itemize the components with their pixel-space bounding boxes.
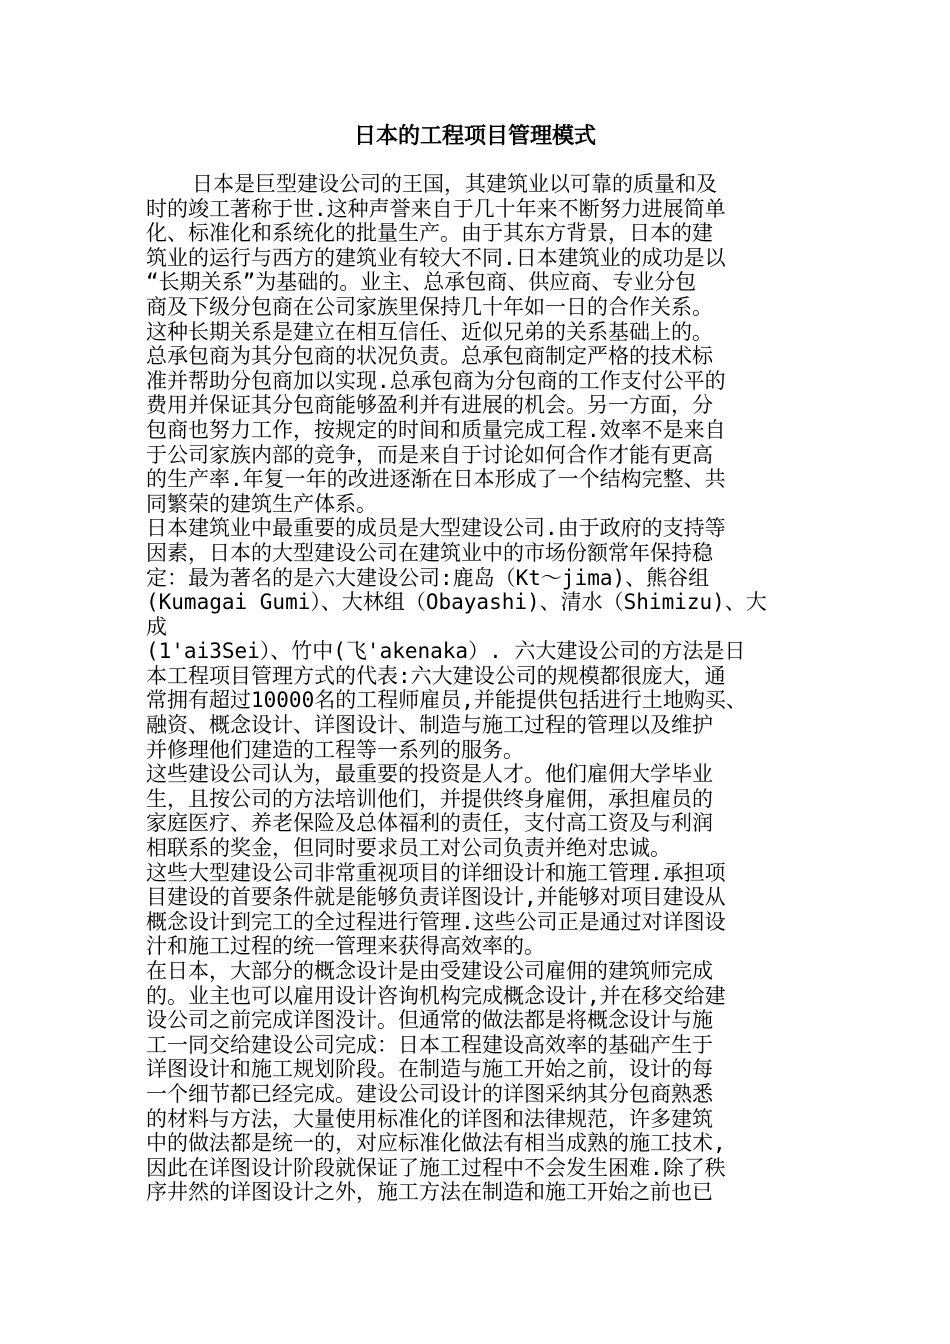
text-line: 详图设计和施工规划阶段。在制造与施工开始之前，设计的每 <box>146 1057 713 1082</box>
text-line: 相联系的奖金，但同时要求员工对公司负责并绝对忠诚。 <box>146 836 671 861</box>
text-line: 商及下级分包商在公司家族里保持几十年如一日的合作关系。 <box>146 294 713 319</box>
text-line: 设公司之前完成详图没计。但通常的做法都是将概念设计与施 <box>146 1008 713 1033</box>
text-line: 的。业主也可以雇用设计咨询机构完成概念设计,并在移交给建 <box>146 983 726 1008</box>
text-line: 这种长期关系是建立在相互信任、近似兄弟的关系基础上的。 <box>146 319 713 344</box>
text-line: 生，且按公司的方法培训他们，并提供终身雇佣，承担雇员的 <box>146 786 713 811</box>
text-line: 筑业的运行与西方的建筑业有较大不同.日本建筑业的成功是以 <box>146 245 726 270</box>
text-line: 的生产率.年复一年的改进逐渐在日本形成了一个结构完整、共 <box>146 467 726 492</box>
text-line: 序井然的详图设计之外，施工方法在制造和施工开始之前也已 <box>146 1180 713 1205</box>
text-line: 包商也努力工作，按规定的时间和质量完成工程.效率不是来自 <box>146 417 726 442</box>
text-line: 并修理他们建造的工程等一系列的服务。 <box>146 737 524 762</box>
text-line: 时的竣工著称于世.这种声誉来自于几十年来不断努力进展简单 <box>146 196 726 221</box>
text-line: 费用并保证其分包商能够盈利并有进展的机会。另一方面，分 <box>146 393 713 418</box>
text-line: 化、标准化和系统化的批量生产。由于其东方背景，日本的建 <box>146 221 713 246</box>
text-line: 家庭医疗、养老保险及总体福利的责任，支付高工资及与利润 <box>146 811 713 836</box>
text-line: 准并帮助分包商加以实现.总承包商为分包商的工作支付公平的 <box>146 368 726 393</box>
text-line: 定：最为著名的是六大建设公司:鹿岛（Kt～jima)、熊谷组 <box>146 565 710 590</box>
text-line: “长期关系”为基础的。业主、总承包商、供应商、专业分包 <box>146 270 697 295</box>
text-line: 因素，日本的大型建设公司在建筑业中的市场份额常年保持稳 <box>146 540 713 565</box>
text-line: 工一同交给建设公司完成：日本工程建设高效率的基础产生于 <box>146 1032 713 1057</box>
text-line: 在日本，大部分的概念设计是由受建设公司雇佣的建筑师完成 <box>146 959 713 983</box>
text-line: 中的做法都是统一的，对应标准化做法有相当成熟的施工技术, <box>146 1131 726 1156</box>
text-line: (Kumagai Gumi）、大林组（Obayashi)、清水（Shimizu)、大 <box>146 590 767 615</box>
document-body <box>146 172 846 1205</box>
text-line: 常拥有超过10000名的工程师雇员,并能提供包括进行土地购买、 <box>146 688 747 713</box>
text-line: 汁和施工过程的统一管理来获得高效率的。 <box>146 934 545 959</box>
text-line: (1'ai3Sei）、竹中(飞'akenaka）. 六大建设公司的方法是日 <box>146 639 746 664</box>
text-line: 日本是巨型建设公司的王国，其建筑业以可靠的质量和及 <box>192 172 717 196</box>
text-line: 这些大型建设公司非常重视项目的详细设计和施工管理.承担项 <box>146 860 726 885</box>
text-line: 本工程项目管理方式的代表:六大建设公司的规模都很庞大，通 <box>146 663 726 688</box>
text-line: 同繁荣的建筑生产体系。 <box>146 491 377 516</box>
text-line: 日本建筑业中最重要的成员是大型建设公司.由于政府的支持等 <box>146 516 726 541</box>
text-line: 于公司家族内部的竞争，而是来自于讨论如何合作才能有更高 <box>146 442 713 467</box>
text-line: 融资、概念设计、详图设计、制造与施工过程的管理以及维护 <box>146 713 713 738</box>
document-title: 日本的工程项目管理模式 <box>353 123 596 149</box>
text-line: 总承包商为其分包商的状况负责。总承包商制定严格的技术标 <box>146 344 713 369</box>
text-line: 的材料与方法，大量使用标准化的详图和法律规范，许多建筑 <box>146 1106 713 1131</box>
text-line: 一个细节都已经完成。建设公司设计的详图采纳其分包商熟悉 <box>146 1081 713 1106</box>
text-line: 成 <box>146 614 167 639</box>
text-line: 这些建设公司认为，最重要的投资是人才。他们雇佣大学毕业 <box>146 762 713 787</box>
text-line: 因此在详图设计阶段就保证了施工过程中不会发生困难.除了秩 <box>146 1155 726 1180</box>
text-line: 目建设的首要条件就是能够负责详图设计,并能够对项目建设从 <box>146 885 726 910</box>
text-line: 概念设计到完工的全过程进行管理.这些公司正是通过对详图设 <box>146 909 726 934</box>
